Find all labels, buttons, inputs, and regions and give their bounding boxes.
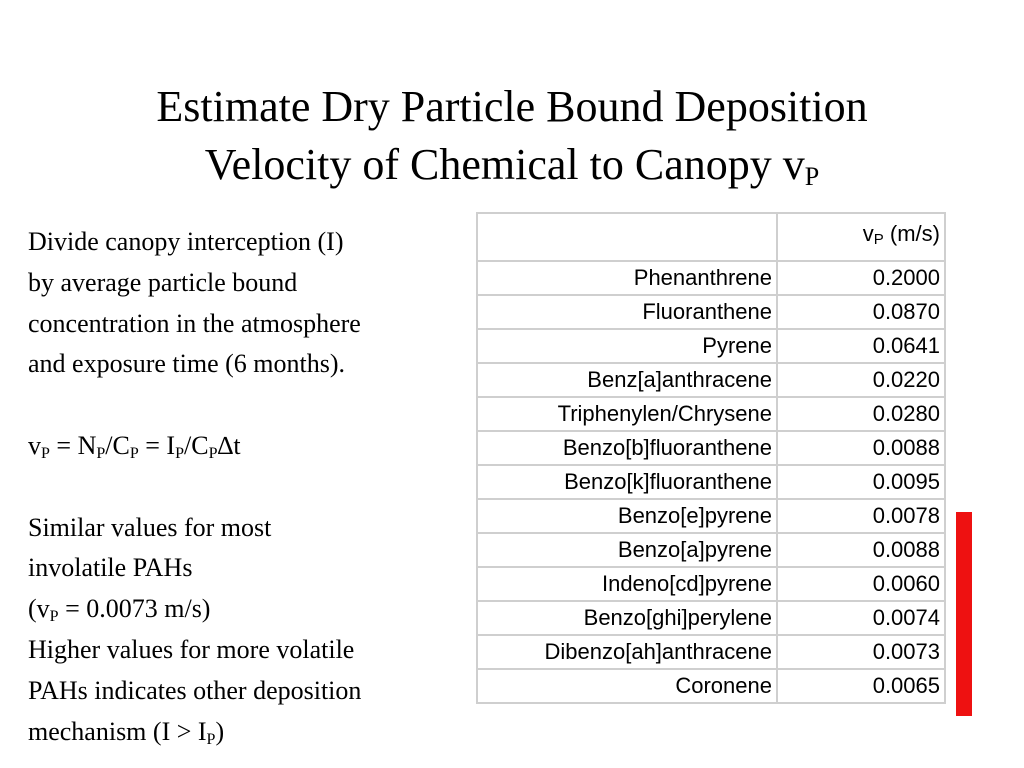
vp-value: 0.0088 [777,533,945,567]
vp-value: 0.0220 [777,363,945,397]
vp-value: 0.0073 [777,635,945,669]
higher-line: PAHs indicates other deposition [28,675,362,705]
compound-name: Benzo[a]pyrene [477,533,777,567]
title-subscript: P [804,162,820,191]
vp-value: 0.0060 [777,567,945,601]
table-row [477,261,945,295]
table-row [477,601,945,635]
formula: $v_P = N_P/C_P = I_P/C_P\Delta t$ [28,430,241,462]
title-line-2-text: Velocity of Chemical to Canopy v [204,140,805,189]
compound-name: Pyrene [477,329,777,363]
compound-name: Benzo[b]fluoranthene [477,431,777,465]
vp-value: 0.0078 [777,499,945,533]
title-line-1: Estimate Dry Particle Bound Deposition [156,82,868,131]
compound-name: Benz[a]anthracene [477,363,777,397]
intro-line: and exposure time (6 months). [28,349,345,379]
vp-value: 0.0641 [777,329,945,363]
header-empty-cell [477,213,777,261]
intro-line: Divide canopy interception (I) [28,227,344,256]
compound-name: Benzo[k]fluoranthene [477,465,777,499]
vp-value: 0.0065 [777,669,945,703]
vp-value: 0.0074 [777,601,945,635]
compound-name: Phenanthrene [477,261,777,295]
slide-title [0,78,1024,194]
compound-name: Fluoranthene [477,295,777,329]
vp-value: 0.0095 [777,465,945,499]
spacer [28,385,478,426]
compound-name: Benzo[e]pyrene [477,499,777,533]
vp-value: 0.0870 [777,295,945,329]
similar-line: Similar values for most [28,512,272,542]
deposition-velocity-table [476,212,946,704]
table-row [477,635,945,669]
header-vp-cell: $v_P$ (m/s) [777,213,945,261]
table-row [477,533,945,567]
intro-line: by average particle bound [28,267,298,297]
table-row [477,329,945,363]
title-line-2 [0,136,1024,194]
compound-name: Dibenzo[ah]anthracene [477,635,777,669]
table-row [477,499,945,533]
table-header-row [477,213,945,261]
table-row [477,567,945,601]
table-row [477,397,945,431]
table-row [477,295,945,329]
table-row [477,465,945,499]
mechanism-line: mechanism $(I > I_P)$ [28,716,225,748]
table-row [477,363,945,397]
compound-name: Coronene [477,669,777,703]
similar-line: involatile PAHs [28,553,193,583]
similar-value: ($v_P = 0.0073$ m/s) [28,594,211,626]
vp-value: 0.0280 [777,397,945,431]
intro-line: concentration in the atmosphere [28,308,361,338]
highlight-bar [956,512,972,716]
vp-value: 0.0088 [777,431,945,465]
explanation-text [28,222,478,752]
table-row [477,669,945,703]
spacer [28,467,478,508]
compound-name: Benzo[ghi]perylene [477,601,777,635]
table-row [477,431,945,465]
higher-line: Higher values for more volatile [28,634,355,664]
compound-name: Indeno[cd]pyrene [477,567,777,601]
vp-value: 0.2000 [777,261,945,295]
compound-name: Triphenylen/Chrysene [477,397,777,431]
